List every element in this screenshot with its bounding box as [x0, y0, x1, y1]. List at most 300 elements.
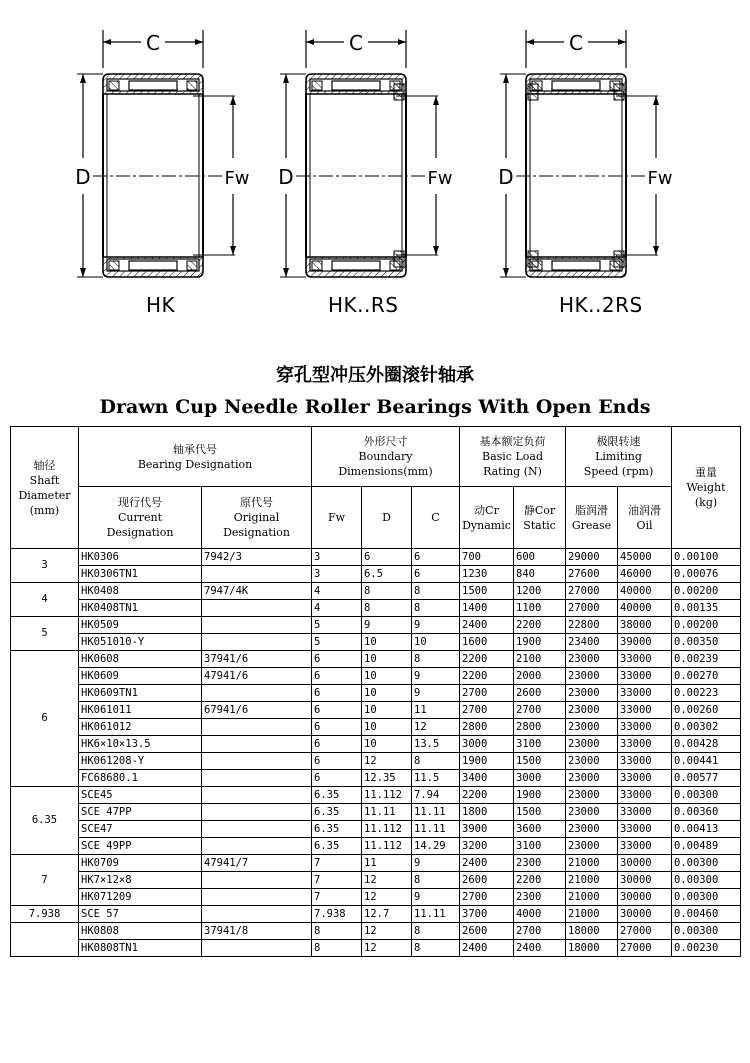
cell-grease-speed: 23000: [566, 685, 618, 702]
table-row: [11, 600, 741, 617]
header-load: [460, 427, 566, 487]
cell-weight: 0.00300: [672, 923, 741, 940]
seal-right: [614, 251, 624, 267]
cell-dynamic-load: 3000: [460, 736, 514, 753]
cell-original-designation: [202, 889, 312, 906]
arrow-head: [283, 74, 289, 83]
cell-fw: 6: [312, 702, 362, 719]
cell-weight: 0.00300: [672, 787, 741, 804]
cell-shaft-diameter: 3: [11, 549, 79, 583]
cell-fw: 8: [312, 940, 362, 957]
cell-grease-speed: 23000: [566, 736, 618, 753]
cell-fw: 5: [312, 617, 362, 634]
cell-current-designation: HK071209: [79, 889, 202, 906]
cell-weight: 0.00200: [672, 583, 741, 600]
cell-c: 9: [412, 685, 460, 702]
arrow-head: [653, 96, 659, 105]
cell-current-designation: HK0609TN1: [79, 685, 202, 702]
cell-dynamic-load: 2400: [460, 617, 514, 634]
cell-dynamic-load: 1900: [460, 753, 514, 770]
cell-d: 11.11: [362, 804, 412, 821]
cell-d: 11.112: [362, 787, 412, 804]
cell-dynamic-load: 3900: [460, 821, 514, 838]
cell-c: 11.5: [412, 770, 460, 787]
cell-grease-speed: 23000: [566, 753, 618, 770]
cell-static-load: 3100: [514, 838, 566, 855]
cell-dynamic-load: 1600: [460, 634, 514, 651]
cell-current-designation: HK0709: [79, 855, 202, 872]
cell-static-load: 2200: [514, 872, 566, 889]
cell-weight: 0.00260: [672, 702, 741, 719]
cell-current-designation: HK0408: [79, 583, 202, 600]
cage-end: [312, 261, 322, 270]
header-grease-line: 脂润滑: [575, 503, 608, 517]
cell-dynamic-load: 1400: [460, 600, 514, 617]
diagram-label-hk-rs: HK..RS: [328, 293, 399, 317]
cell-dynamic-load: 1800: [460, 804, 514, 821]
cell-fw: 7.938: [312, 906, 362, 923]
cell-current-designation: SCE47: [79, 821, 202, 838]
cell-weight: 0.00577: [672, 770, 741, 787]
cell-oil-speed: 33000: [618, 702, 672, 719]
cell-static-load: 3000: [514, 770, 566, 787]
cell-static-load: 3100: [514, 736, 566, 753]
needle-roller: [552, 81, 600, 90]
cell-oil-speed: 30000: [618, 889, 672, 906]
arrow-head: [503, 268, 509, 277]
cell-d: 12.7: [362, 906, 412, 923]
cell-weight: 0.00360: [672, 804, 741, 821]
cell-original-designation: [202, 787, 312, 804]
cell-dynamic-load: 3200: [460, 838, 514, 855]
cell-c: 8: [412, 600, 460, 617]
cell-current-designation: HK0609: [79, 668, 202, 685]
cell-fw: 6.35: [312, 838, 362, 855]
cell-current-designation: SCE 57: [79, 906, 202, 923]
arrow-head: [618, 39, 626, 45]
cell-grease-speed: 23000: [566, 787, 618, 804]
cell-oil-speed: 27000: [618, 940, 672, 957]
table-row: [11, 736, 741, 753]
header-speed-line: 极限转速: [596, 435, 641, 448]
cell-c: 11.11: [412, 821, 460, 838]
cell-oil-speed: 33000: [618, 736, 672, 753]
cell-grease-speed: 29000: [566, 549, 618, 566]
header-original: [202, 487, 312, 549]
cell-dynamic-load: 2200: [460, 787, 514, 804]
arrow-head: [230, 96, 236, 105]
cell-oil-speed: 33000: [618, 719, 672, 736]
needle-roller: [332, 81, 380, 90]
cell-static-load: 600: [514, 549, 566, 566]
cell-d: 10: [362, 668, 412, 685]
table-row: [11, 583, 741, 600]
cell-c: 8: [412, 940, 460, 957]
cell-d: 6.5: [362, 566, 412, 583]
cell-current-designation: HK051010-Y: [79, 634, 202, 651]
table-row: [11, 770, 741, 787]
cell-weight: 0.00428: [672, 736, 741, 753]
header-shaft-line: Diameter: [18, 488, 71, 502]
table-row: [11, 753, 741, 770]
cell-original-designation: 37941/6: [202, 651, 312, 668]
cell-dynamic-load: 2600: [460, 923, 514, 940]
cell-shaft-diameter: 5: [11, 617, 79, 651]
header-c: C: [412, 487, 460, 549]
cell-original-designation: 67941/6: [202, 702, 312, 719]
cell-fw: 6: [312, 736, 362, 753]
cell-shaft-diameter: 7.938: [11, 906, 79, 923]
cell-oil-speed: 38000: [618, 617, 672, 634]
cell-c: 6: [412, 566, 460, 583]
cell-oil-speed: 33000: [618, 651, 672, 668]
cell-original-designation: 7947/4K: [202, 583, 312, 600]
cell-d: 12: [362, 940, 412, 957]
cell-c: 10: [412, 634, 460, 651]
dimension-label-c: C: [569, 31, 583, 55]
bearing-diagrams: [0, 0, 750, 340]
cell-current-designation: SCE45: [79, 787, 202, 804]
cell-fw: 6: [312, 651, 362, 668]
cell-current-designation: SCE 47PP: [79, 804, 202, 821]
seal-left: [528, 84, 538, 100]
cell-fw: 6: [312, 770, 362, 787]
cell-oil-speed: 30000: [618, 872, 672, 889]
diagram-label-hk: HK: [146, 293, 176, 317]
cell-original-designation: 47941/6: [202, 668, 312, 685]
cell-current-designation: HK061208-Y: [79, 753, 202, 770]
header-original-line: Original: [233, 511, 280, 524]
arrow-head: [526, 39, 534, 45]
cell-dynamic-load: 2700: [460, 889, 514, 906]
cage-end: [109, 261, 119, 270]
header-static-line: 静Cor: [523, 503, 556, 517]
cell-weight: 0.00300: [672, 855, 741, 872]
cell-static-load: 1500: [514, 753, 566, 770]
cell-static-load: 2200: [514, 617, 566, 634]
cell-dynamic-load: 2800: [460, 719, 514, 736]
header-static: [514, 487, 566, 549]
cell-oil-speed: 33000: [618, 804, 672, 821]
cell-oil-speed: 46000: [618, 566, 672, 583]
cell-c: 8: [412, 651, 460, 668]
cell-fw: 4: [312, 600, 362, 617]
title-english: Drawn Cup Needle Roller Bearings With Open Ends: [99, 396, 651, 418]
cell-oil-speed: 30000: [618, 906, 672, 923]
cell-grease-speed: 27600: [566, 566, 618, 583]
cell-oil-speed: 33000: [618, 753, 672, 770]
cell-dynamic-load: 2400: [460, 940, 514, 957]
cell-static-load: 1500: [514, 804, 566, 821]
cell-grease-speed: 23000: [566, 719, 618, 736]
header-current-line: 现行代号: [118, 496, 162, 509]
cell-d: 10: [362, 634, 412, 651]
header-boundary: [312, 427, 460, 487]
table-row: [11, 549, 741, 566]
cell-static-load: 1900: [514, 634, 566, 651]
cell-static-load: 2400: [514, 940, 566, 957]
header-designation-line: 轴承代号: [173, 442, 217, 456]
cell-original-designation: 7942/3: [202, 549, 312, 566]
cage-end: [109, 81, 119, 90]
table-row: [11, 906, 741, 923]
cell-shaft-diameter: 6.35: [11, 787, 79, 855]
cell-grease-speed: 21000: [566, 872, 618, 889]
cell-fw: 6: [312, 719, 362, 736]
cell-grease-speed: 21000: [566, 906, 618, 923]
cell-oil-speed: 40000: [618, 583, 672, 600]
table-row: [11, 634, 741, 651]
cell-d: 11.112: [362, 838, 412, 855]
header-speed: [566, 427, 672, 487]
cell-c: 9: [412, 889, 460, 906]
cell-d: 11.112: [362, 821, 412, 838]
cell-static-load: 2300: [514, 855, 566, 872]
cell-c: 8: [412, 753, 460, 770]
cell-current-designation: HK6×10×13.5: [79, 736, 202, 753]
table-row: [11, 685, 741, 702]
cell-weight: 0.00350: [672, 634, 741, 651]
diagram-label-hk-2rs: HK..2RS: [559, 293, 643, 317]
cell-fw: 5: [312, 634, 362, 651]
cell-original-designation: [202, 872, 312, 889]
cell-weight: 0.00135: [672, 600, 741, 617]
cell-shaft-diameter: [11, 923, 79, 957]
cell-original-designation: [202, 634, 312, 651]
cell-c: 8: [412, 923, 460, 940]
table-row: [11, 651, 741, 668]
cell-current-designation: HK0306TN1: [79, 566, 202, 583]
header-original-line: 原代号: [240, 496, 273, 509]
header-weight-line: Weight: [686, 481, 726, 494]
cell-static-load: 1100: [514, 600, 566, 617]
header-load-line: Basic Load: [482, 450, 543, 463]
dimension-label-c: C: [146, 31, 160, 55]
cell-original-designation: 37941/8: [202, 923, 312, 940]
header-dynamic-line: 动Cr: [474, 503, 499, 517]
cell-shaft-diameter: 4: [11, 583, 79, 617]
cell-weight: 0.00100: [672, 549, 741, 566]
header-grease-line: Grease: [571, 518, 612, 532]
cell-current-designation: HK0808TN1: [79, 940, 202, 957]
cell-static-load: 2700: [514, 702, 566, 719]
cell-c: 9: [412, 855, 460, 872]
table-row: [11, 855, 741, 872]
header-boundary-line: Dimensions(mm): [338, 465, 433, 478]
cell-fw: 6.35: [312, 787, 362, 804]
table-row: [11, 923, 741, 940]
arrow-head: [503, 74, 509, 83]
cell-original-designation: [202, 600, 312, 617]
cell-fw: 6: [312, 685, 362, 702]
cell-dynamic-load: 2200: [460, 668, 514, 685]
cell-oil-speed: 33000: [618, 821, 672, 838]
cell-original-designation: [202, 719, 312, 736]
header-fw: Fw: [312, 487, 362, 549]
header-original-line: Designation: [223, 526, 290, 539]
cell-fw: 3: [312, 566, 362, 583]
cell-oil-speed: 45000: [618, 549, 672, 566]
cell-grease-speed: 23000: [566, 770, 618, 787]
cell-original-designation: [202, 804, 312, 821]
table-row: [11, 617, 741, 634]
table-row: [11, 719, 741, 736]
needle-roller: [332, 261, 380, 270]
cell-d: 8: [362, 583, 412, 600]
cell-static-load: 2800: [514, 719, 566, 736]
header-designation-line: Bearing Designation: [137, 457, 253, 471]
dimension-label-d: D: [278, 165, 294, 189]
seal-right: [394, 84, 404, 100]
table-row: [11, 702, 741, 719]
cell-dynamic-load: 3400: [460, 770, 514, 787]
cell-fw: 7: [312, 855, 362, 872]
table-row: [11, 668, 741, 685]
cell-c: 9: [412, 668, 460, 685]
cell-d: 12: [362, 923, 412, 940]
cell-current-designation: HK0608: [79, 651, 202, 668]
cage-end: [187, 261, 197, 270]
cell-weight: 0.00076: [672, 566, 741, 583]
cell-static-load: 2300: [514, 889, 566, 906]
cell-weight: 0.00270: [672, 668, 741, 685]
bearing-diagrams-svg: [0, 0, 750, 340]
cell-grease-speed: 27000: [566, 600, 618, 617]
cell-original-designation: [202, 736, 312, 753]
needle-roller: [552, 261, 600, 270]
arrow-head: [103, 39, 111, 45]
cell-c: 7.94: [412, 787, 460, 804]
cell-oil-speed: 27000: [618, 923, 672, 940]
cell-fw: 3: [312, 549, 362, 566]
cell-dynamic-load: 2200: [460, 651, 514, 668]
cell-current-designation: HK0808: [79, 923, 202, 940]
arrow-head: [306, 39, 314, 45]
cell-current-designation: HK061012: [79, 719, 202, 736]
dimension-label-fw: Fw: [647, 168, 673, 189]
cell-original-designation: [202, 906, 312, 923]
dimension-label-d: D: [498, 165, 514, 189]
arrow-head: [398, 39, 406, 45]
cell-dynamic-load: 1500: [460, 583, 514, 600]
arrow-head: [433, 96, 439, 105]
header-shaft-line: 轴径: [33, 458, 56, 472]
table-body: [11, 549, 741, 957]
arrow-head: [230, 246, 236, 255]
cell-d: 10: [362, 736, 412, 753]
cell-dynamic-load: 2400: [460, 855, 514, 872]
cell-d: 12: [362, 872, 412, 889]
cell-original-designation: 47941/7: [202, 855, 312, 872]
cell-grease-speed: 23000: [566, 651, 618, 668]
header-shaft-line: Shaft: [29, 473, 60, 487]
table-row: [11, 838, 741, 855]
dimension-label-d: D: [75, 165, 91, 189]
header-d: D: [362, 487, 412, 549]
cell-c: 14.29: [412, 838, 460, 855]
cell-shaft-diameter: 6: [11, 651, 79, 787]
title-chinese: 穿孔型冲压外圈滚针轴承: [276, 365, 474, 386]
header-static-line: Static: [523, 518, 556, 532]
cell-static-load: 1200: [514, 583, 566, 600]
needle-roller: [129, 261, 177, 270]
cell-weight: 0.00441: [672, 753, 741, 770]
cell-current-designation: SCE 49PP: [79, 838, 202, 855]
cell-original-designation: [202, 566, 312, 583]
cell-weight: 0.00413: [672, 821, 741, 838]
cell-grease-speed: 21000: [566, 855, 618, 872]
arrow-head: [283, 268, 289, 277]
cell-weight: 0.00300: [672, 872, 741, 889]
cell-dynamic-load: 3700: [460, 906, 514, 923]
needle-roller: [129, 81, 177, 90]
cell-current-designation: FC68680.1: [79, 770, 202, 787]
header-oil-line: Oil: [636, 518, 653, 532]
cell-dynamic-load: 2700: [460, 702, 514, 719]
cell-static-load: 1900: [514, 787, 566, 804]
arrow-head: [195, 39, 203, 45]
header-shaft-line: (mm): [29, 503, 60, 517]
cell-grease-speed: 22800: [566, 617, 618, 634]
cell-fw: 6.35: [312, 821, 362, 838]
cell-c: 13.5: [412, 736, 460, 753]
table-row: [11, 889, 741, 906]
cell-fw: 8: [312, 923, 362, 940]
cell-current-designation: HK0306: [79, 549, 202, 566]
header-grease: [566, 487, 618, 549]
cell-grease-speed: 23400: [566, 634, 618, 651]
header-shaft: [11, 427, 79, 549]
cell-d: 10: [362, 719, 412, 736]
cell-original-designation: [202, 753, 312, 770]
seal-right: [614, 84, 624, 100]
header-weight-line: (kg): [694, 496, 718, 509]
cell-oil-speed: 33000: [618, 787, 672, 804]
cell-grease-speed: 23000: [566, 838, 618, 855]
dimension-label-fw: Fw: [224, 168, 250, 189]
cell-c: 9: [412, 617, 460, 634]
cell-d: 10: [362, 651, 412, 668]
header-weight: [672, 427, 741, 549]
cell-d: 11: [362, 855, 412, 872]
cell-grease-speed: 23000: [566, 702, 618, 719]
header-weight-line: 重量: [695, 466, 718, 479]
header-dynamic-line: Dynamic: [462, 518, 511, 532]
cell-current-designation: HK7×12×8: [79, 872, 202, 889]
cell-original-designation: [202, 940, 312, 957]
cell-original-designation: [202, 617, 312, 634]
header-boundary-line: Boundary: [358, 450, 413, 463]
cell-oil-speed: 30000: [618, 855, 672, 872]
cell-c: 12: [412, 719, 460, 736]
cell-fw: 6.35: [312, 804, 362, 821]
cell-static-load: 2000: [514, 668, 566, 685]
cell-d: 8: [362, 600, 412, 617]
cell-d: 12.35: [362, 770, 412, 787]
cell-static-load: 2100: [514, 651, 566, 668]
cell-oil-speed: 33000: [618, 838, 672, 855]
cell-current-designation: HK0408TN1: [79, 600, 202, 617]
header-designation: [79, 427, 312, 487]
cell-static-load: 2700: [514, 923, 566, 940]
cell-static-load: 2600: [514, 685, 566, 702]
cell-fw: 6: [312, 753, 362, 770]
cell-oil-speed: 33000: [618, 668, 672, 685]
cell-oil-speed: 39000: [618, 634, 672, 651]
cell-current-designation: HK0509: [79, 617, 202, 634]
cell-dynamic-load: 2600: [460, 872, 514, 889]
arrow-head: [433, 246, 439, 255]
